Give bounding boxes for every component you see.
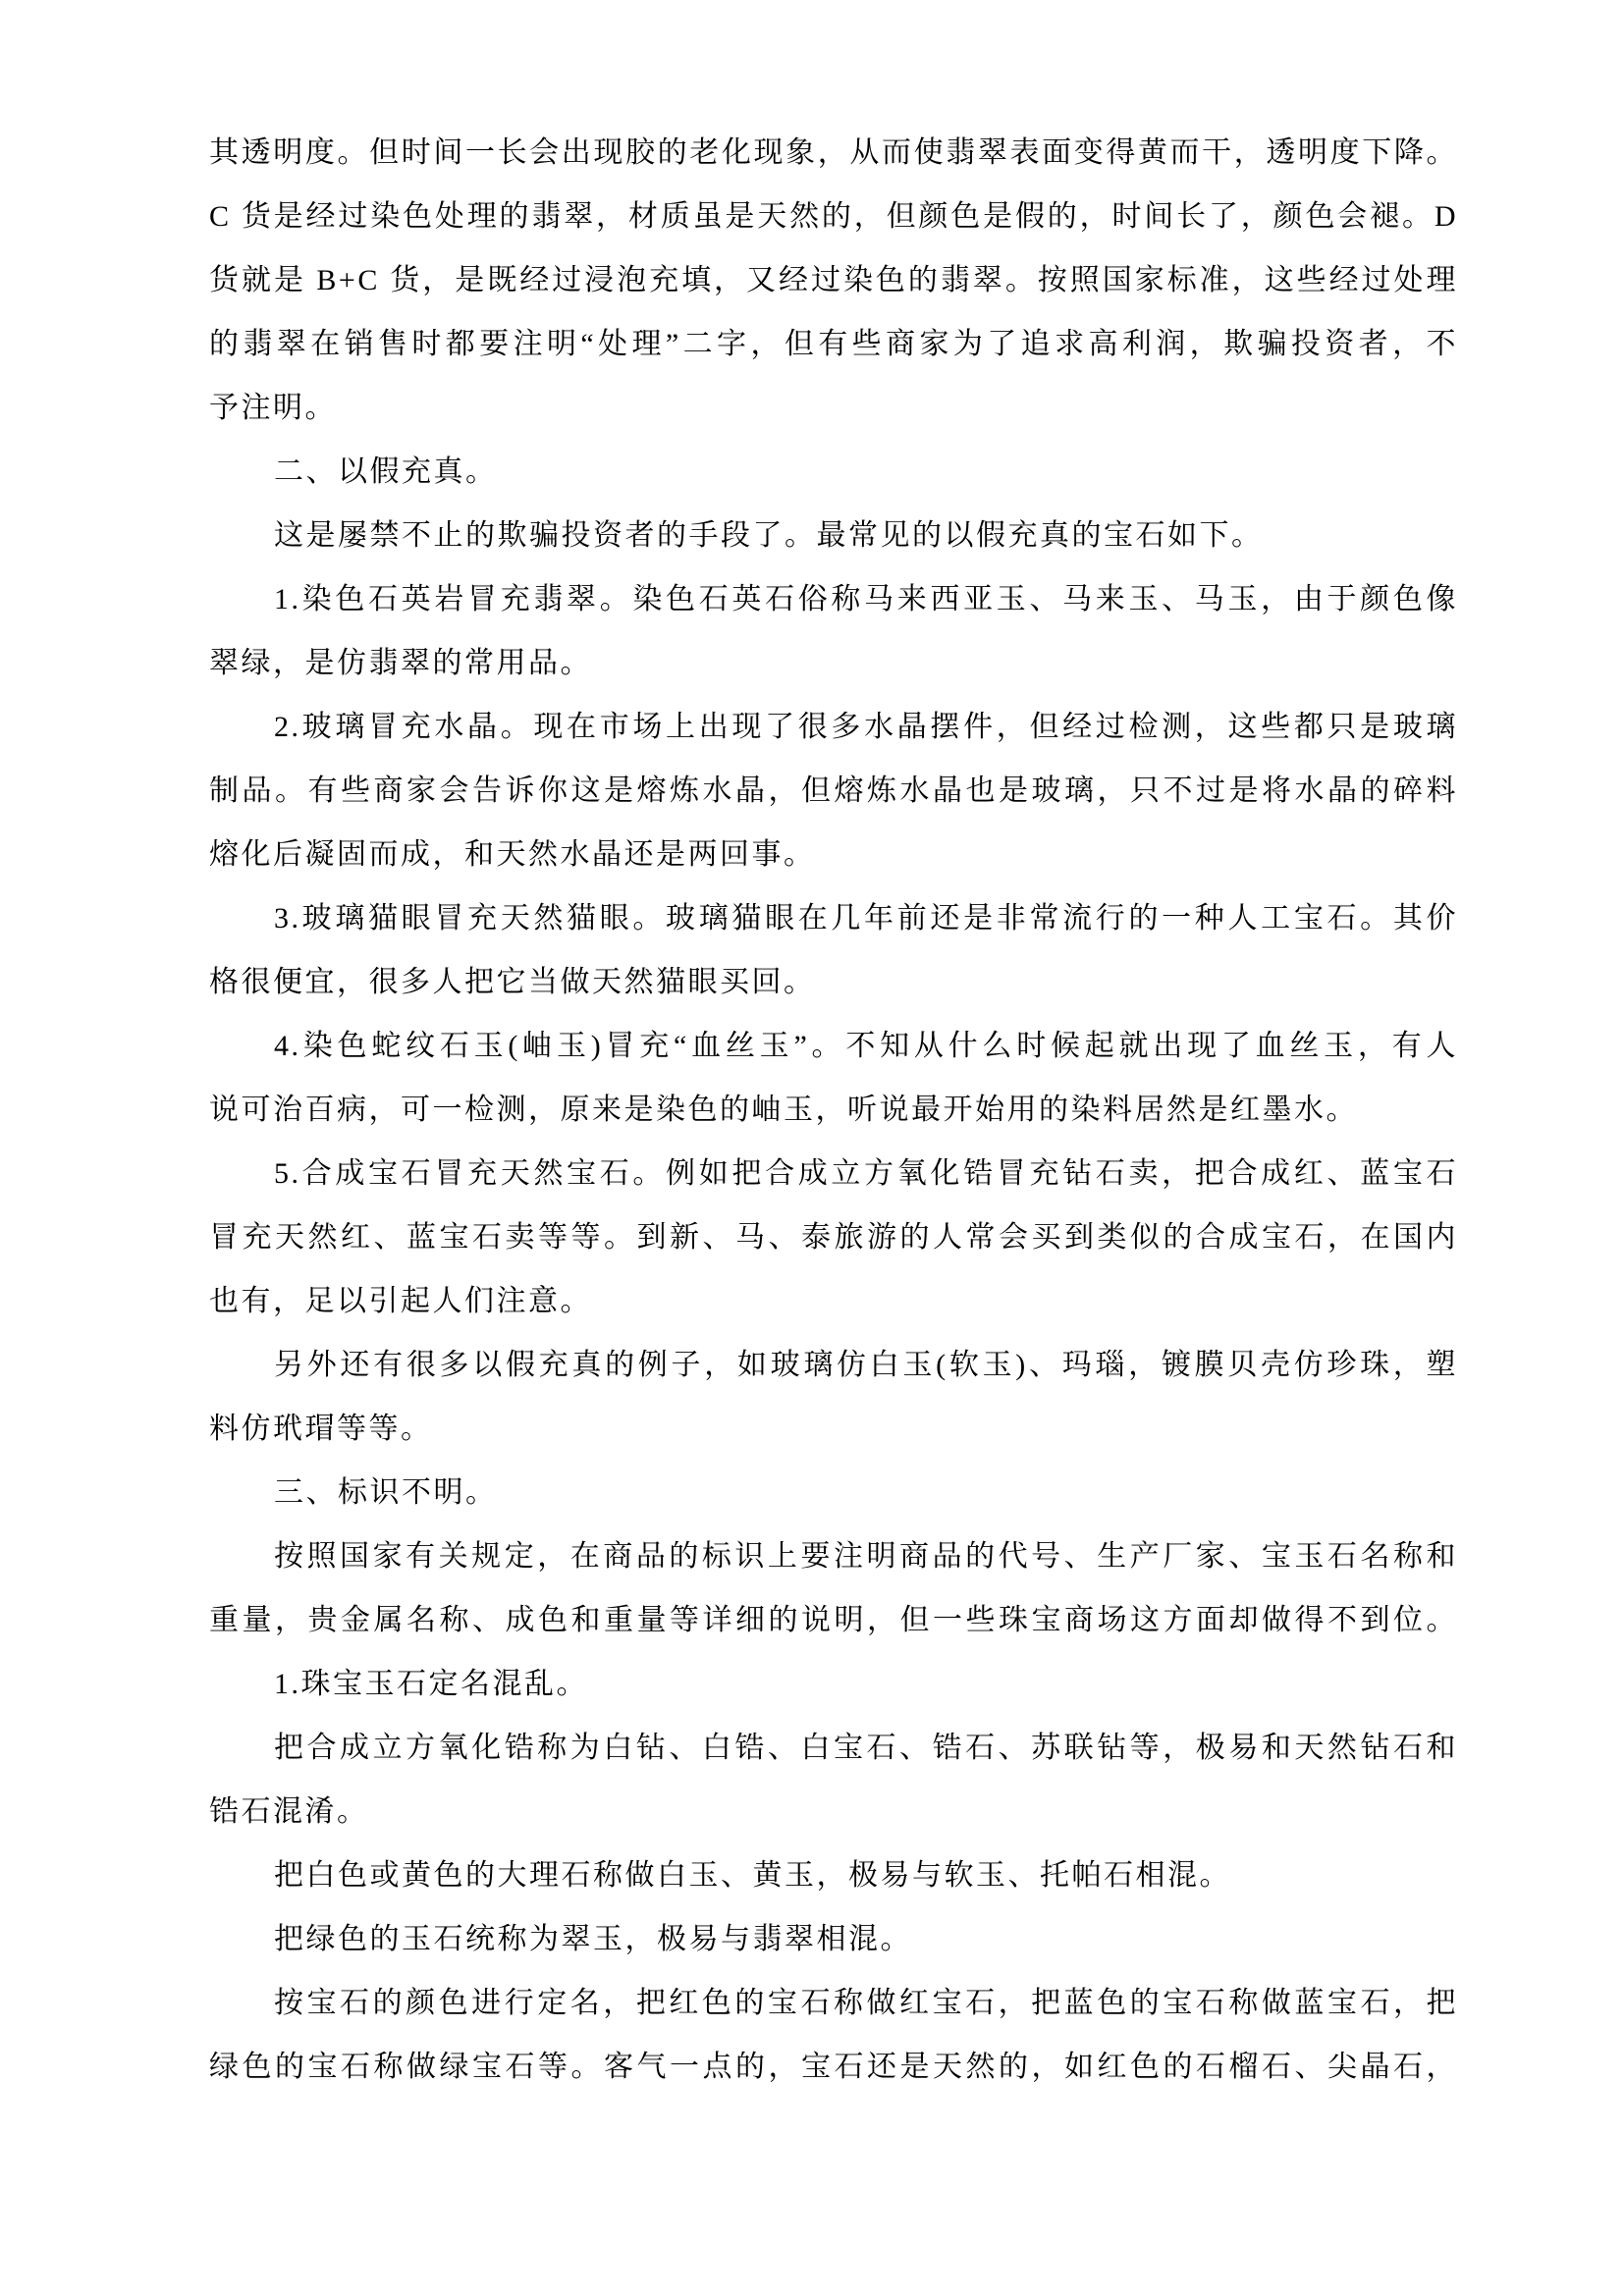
text-line: 货就是 B+C 货，是既经过浸泡充填，又经过染色的翡翠。按照国家标准，这些经过处理 <box>209 264 1458 296</box>
text-line: 绿色的宝石称做绿宝石等。客气一点的，宝石还是天然的，如红色的石榴石、尖晶石， <box>209 2051 1458 2083</box>
text-line: 锆石混淆。 <box>209 1795 369 1828</box>
text-line: 1.珠宝玉石定名混乱。 <box>274 1668 588 1700</box>
text-line: 按宝石的颜色进行定名，把红色的宝石称做红宝石，把蓝色的宝石称做蓝宝石，把 <box>274 1987 1458 2019</box>
text-line: 的翡翠在销售时都要注明“处理”二字，但有些商家为了追求高利润，欺骗投资者，不 <box>209 328 1458 360</box>
text-line: 三、标识不明。 <box>274 1476 498 1509</box>
text-line: 熔化后凝固而成，和天然水晶还是两回事。 <box>209 838 816 871</box>
text-line: 把绿色的玉石统称为翠玉，极易与翡翠相混。 <box>274 1923 912 1955</box>
text-line: 5.合成宝石冒充天然宝石。例如把合成立方氧化锆冒充钻石卖，把合成红、蓝宝石 <box>274 1157 1458 1190</box>
text-line: 1.染色石英岩冒充翡翠。染色石英石俗称马来西亚玉、马来玉、马玉，由于颜色像 <box>274 583 1458 615</box>
text-line: 按照国家有关规定，在商品的标识上要注明商品的代号、生产厂家、宝玉石名称和 <box>274 1540 1458 1573</box>
text-line: 另外还有很多以假充真的例子，如玻璃仿白玉(软玉)、玛瑙，镀膜贝壳仿珍珠，塑 <box>274 1349 1458 1381</box>
document-body <box>209 121 1458 2099</box>
text-line: 2.玻璃冒充水晶。现在市场上出现了很多水晶摆件，但经过检测，这些都只是玻璃 <box>274 711 1458 743</box>
text-line: 制品。有些商家会告诉你这是熔炼水晶，但熔炼水晶也是玻璃，只不过是将水晶的碎料 <box>209 774 1458 807</box>
text-line: 也有，足以引起人们注意。 <box>209 1285 592 1317</box>
text-line: 格很便宜，很多人把它当做天然猫眼买回。 <box>209 966 816 998</box>
text-line: 重量，贵金属名称、成色和重量等详细的说明，但一些珠宝商场这方面却做得不到位。 <box>209 1604 1458 1636</box>
text-line: 予注明。 <box>209 392 337 424</box>
text-line: 3.玻璃猫眼冒充天然猫眼。玻璃猫眼在几年前还是非常流行的一种人工宝石。其价 <box>274 902 1458 934</box>
text-line: 这是屡禁不止的欺骗投资者的手段了。最常见的以假充真的宝石如下。 <box>274 519 1264 552</box>
text-line: 把白色或黄色的大理石称做白玉、黄玉，极易与软玉、托帕石相混。 <box>274 1859 1231 1892</box>
text-line: C 货是经过染色处理的翡翠，材质虽是天然的，但颜色是假的，时间长了，颜色会褪。D <box>209 200 1458 233</box>
text-line: 翠绿，是仿翡翠的常用品。 <box>209 647 592 679</box>
text-line: 二、以假充真。 <box>274 455 498 488</box>
text-line: 冒充天然红、蓝宝石卖等等。到新、马、泰旅游的人常会买到类似的合成宝石，在国内 <box>209 1221 1458 1254</box>
text-line: 4.染色蛇纹石玉(岫玉)冒充“血丝玉”。不知从什么时候起就出现了血丝玉，有人 <box>274 1030 1458 1062</box>
text-line: 把合成立方氧化锆称为白钻、白锆、白宝石、锆石、苏联钻等，极易和天然钻石和 <box>274 1732 1458 1764</box>
text-line: 料仿玳瑁等等。 <box>209 1413 433 1445</box>
text-line: 其透明度。但时间一长会出现胶的老化现象，从而使翡翠表面变得黄而干，透明度下降。 <box>209 136 1458 169</box>
text-line: 说可治百病，可一检测，原来是染色的岫玉，听说最开始用的染料居然是红墨水。 <box>209 1094 1358 1126</box>
